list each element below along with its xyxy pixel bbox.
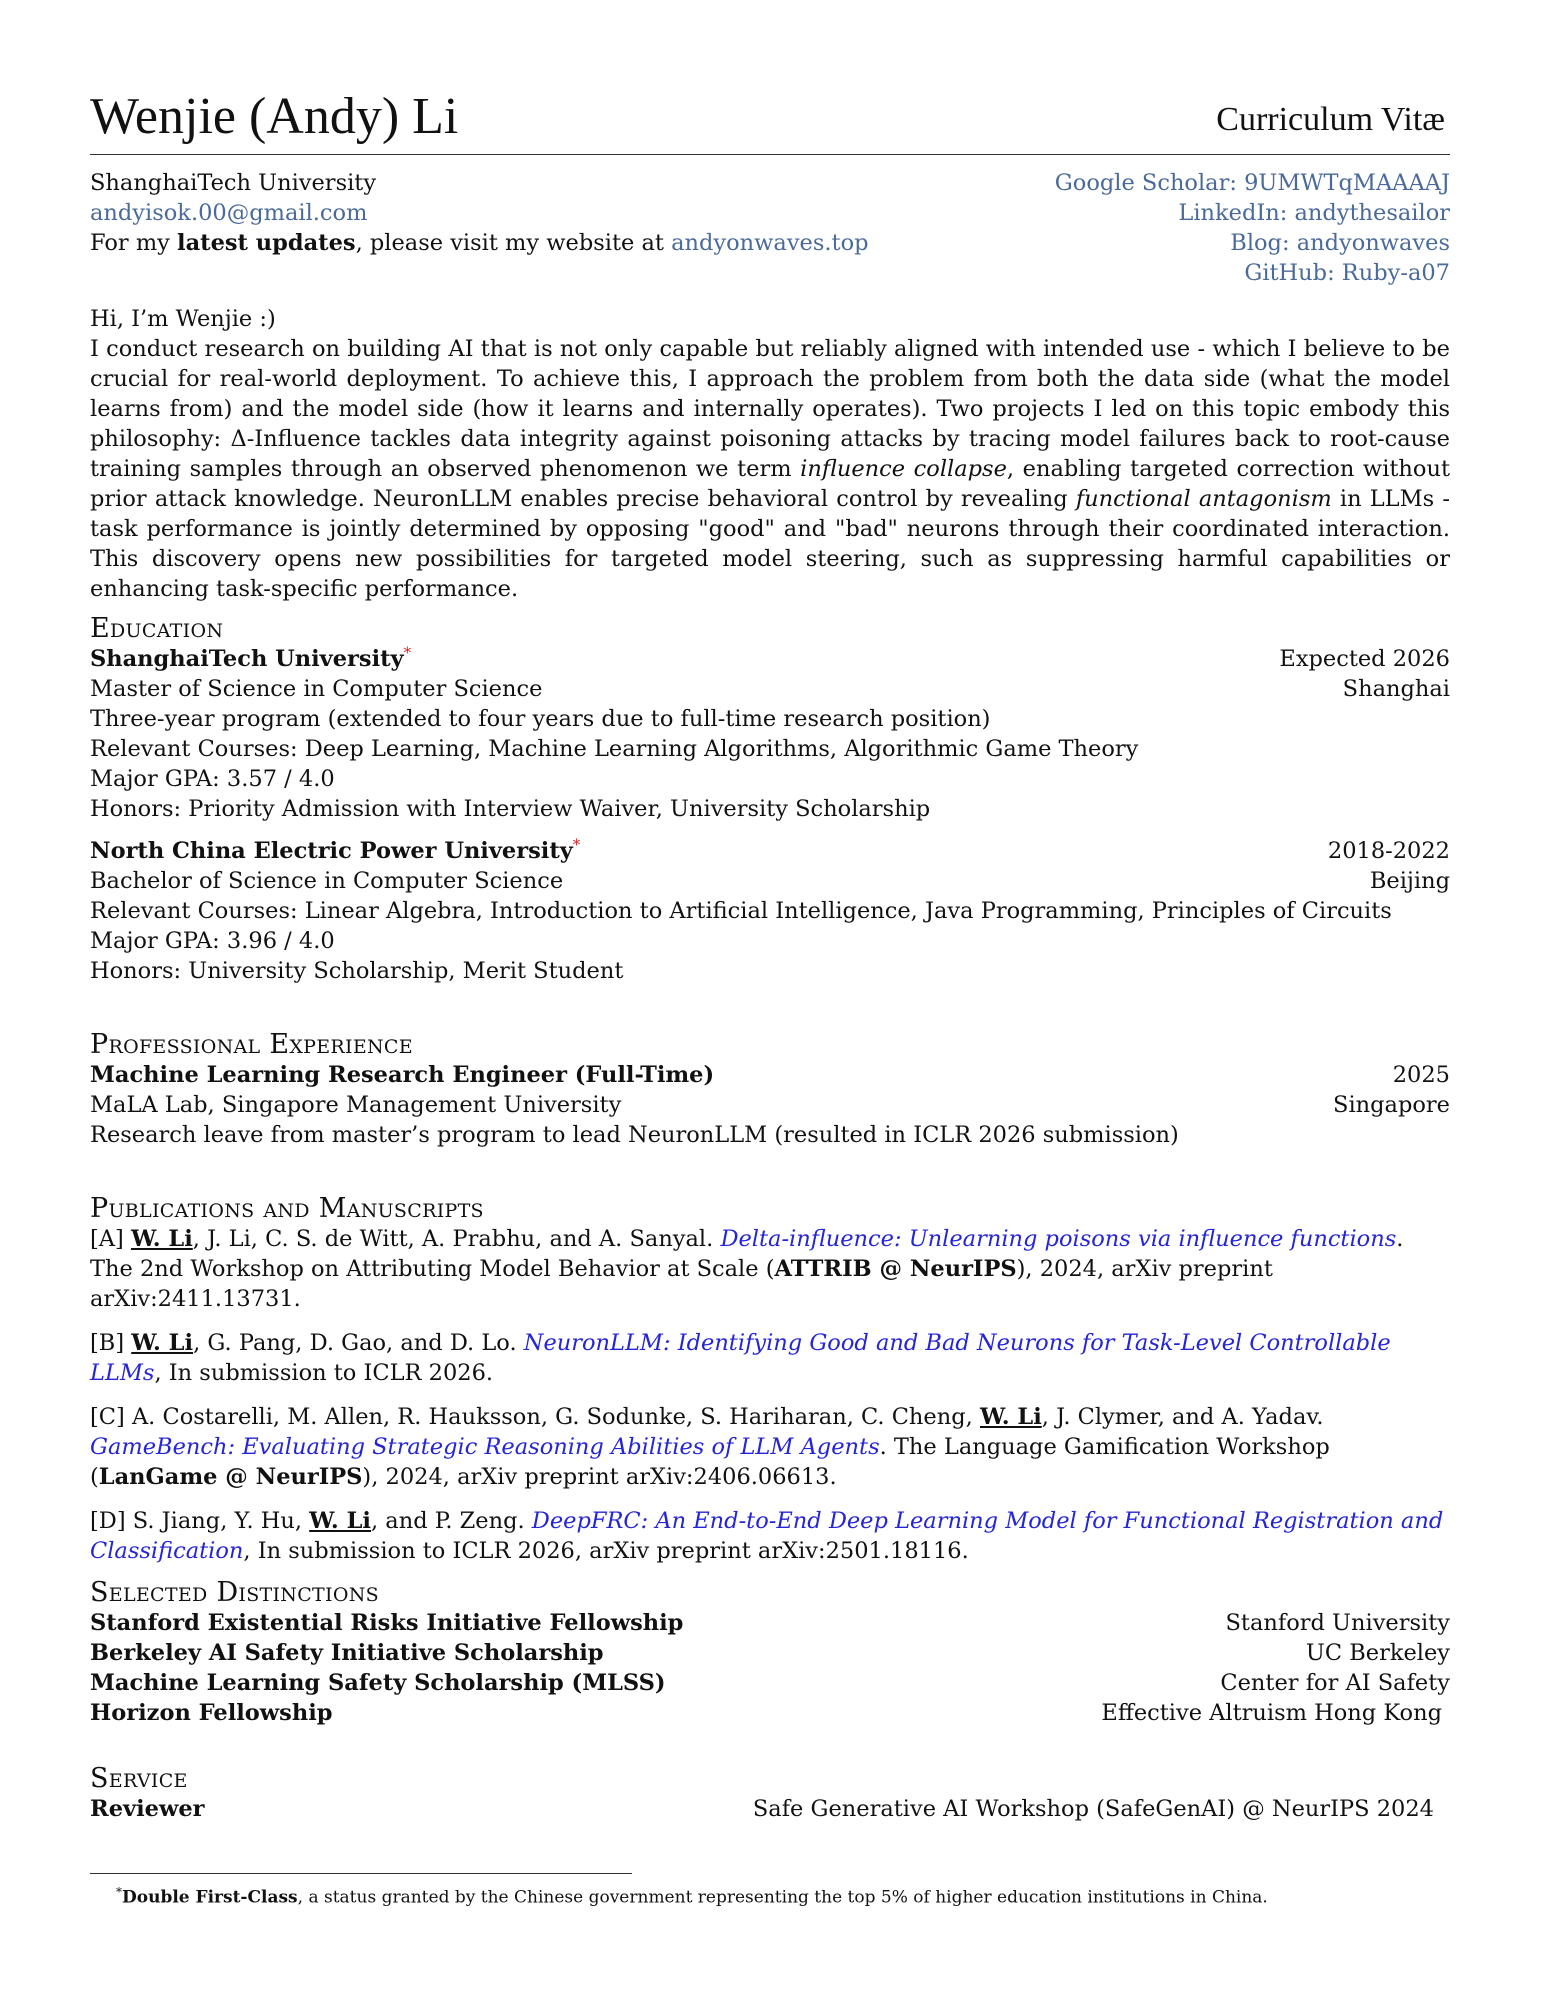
education-detail: Major GPA: 3.96 / 4.0 xyxy=(90,928,335,954)
job-location: Singapore xyxy=(1333,1092,1450,1118)
publications-section xyxy=(90,1194,1450,1580)
section-title-publications: Publications and Manuscripts xyxy=(90,1193,484,1224)
distinction-org: Center for AI Safety xyxy=(1220,1670,1450,1696)
footnote-star: * xyxy=(572,835,581,854)
statement-part-1: I conduct research on building AI that is not only capable but reliably aligned with intended use - which I believe to be crucial for real-world deployment. To achieve this, I approach the problem from both the data side (what the model learns from) and the model side (how it learns and internally operates). Two projects I led on this topic embody this philosophy: Δ-Influence tackles data integrity against poisoning attacks by tracing model failures back to root-cause training samples through an observed phenomenon we term xyxy=(90,336,1450,482)
section-title-education: Education xyxy=(90,613,224,644)
self-author: W. Li xyxy=(131,1330,194,1356)
distinction-org: Effective Altruism Hong Kong xyxy=(1101,1700,1442,1726)
website-mid: , please visit my website at xyxy=(355,230,672,256)
distinction-org: Stanford University xyxy=(1225,1610,1450,1636)
statement-part-2: , enabling targeted correction without prior attack knowledge. NeuronLLM enables precise behavioral control by revealing xyxy=(90,456,1450,512)
degree: Bachelor of Science in Computer Science xyxy=(90,868,564,894)
affiliation: ShanghaiTech University xyxy=(90,170,377,196)
job-title: Machine Learning Research Engineer (Full-Time) xyxy=(90,1062,715,1088)
website-link[interactable]: andyonwaves.top xyxy=(671,230,869,256)
degree: Master of Science in Computer Science xyxy=(90,676,543,702)
linkedin-link[interactable]: LinkedIn: andythesailor xyxy=(1178,200,1450,226)
header-divider xyxy=(90,154,1450,155)
service-venue: Safe Generative AI Workshop (SafeGenAI) @ NeurIPS 2024 xyxy=(752,1796,1434,1822)
blog-link[interactable]: Blog: andyonwaves xyxy=(1230,230,1450,256)
distinction-name: Machine Learning Safety Scholarship (MLSS) xyxy=(90,1670,666,1696)
footnote-star: * xyxy=(403,643,412,662)
job-description: Research leave from master’s program to lead NeuronLLM (resulted in ICLR 2026 submission) xyxy=(90,1122,1179,1148)
self-author: W. Li xyxy=(979,1404,1042,1430)
publication-c: [C] A. Costarelli, M. Allen, R. Hauksson, G. Sodunke, S. Hariharan, C. Cheng, W. Li, J. Clymer, and A. Yadav. GameBench: Evaluating Strategic Reasoning Abilities of LLM Agents. The Language Gamification Workshop (LanGame @ NeurIPS), 2024, arXiv preprint arXiv:2406.06613. xyxy=(90,1404,1330,1490)
influence-collapse-term: influence collapse xyxy=(800,456,1007,482)
employer: MaLA Lab, Singapore Management University xyxy=(90,1092,622,1118)
distinction-name: Horizon Fellowship xyxy=(90,1700,333,1726)
functional-antagonism-term: functional antagonism xyxy=(1075,486,1332,512)
experience-section xyxy=(90,1030,1450,1150)
footnote-text: , a status granted by the Chinese government representing the top 5% of higher education institutions in China. xyxy=(297,1887,1268,1908)
education-location: Shanghai xyxy=(1342,676,1450,702)
document-type: Curriculum Vitæ xyxy=(1216,101,1445,138)
education-detail: Three-year program (extended to four years due to full-time research position) xyxy=(90,706,991,732)
scholar-link[interactable]: Google Scholar: 9UMWTqMAAAAJ xyxy=(1054,170,1450,196)
self-author: W. Li xyxy=(130,1226,193,1252)
footnote-bold: Double First-Class xyxy=(122,1887,298,1908)
contact-left xyxy=(90,168,869,258)
education-date: 2018-2022 xyxy=(1327,838,1450,864)
publication-title-link[interactable]: DeepFRC: An End-to-End Deep Learning Model for Functional Registration and Classification xyxy=(90,1508,1444,1564)
footnote-divider xyxy=(90,1873,632,1874)
github-link[interactable]: GitHub: Ruby-a07 xyxy=(1244,260,1450,286)
publication-title-link[interactable]: Delta-influence: Unlearning poisons via influence functions xyxy=(720,1226,1397,1252)
website-prefix: For my xyxy=(90,230,178,256)
person-name: Wenjie (Andy) Li xyxy=(90,88,459,145)
section-title-service: Service xyxy=(90,1763,188,1794)
self-author: W. Li xyxy=(309,1508,371,1534)
education-detail: Honors: Priority Admission with Interview Waiver, University Scholarship xyxy=(90,796,931,822)
website-line xyxy=(90,228,869,258)
education-section xyxy=(90,614,1450,986)
education-detail: Major GPA: 3.57 / 4.0 xyxy=(90,766,335,792)
distinction-org: UC Berkeley xyxy=(1305,1640,1450,1666)
intro-section xyxy=(90,304,1450,604)
distinction-name: Berkeley AI Safety Initiative Scholarship xyxy=(90,1640,604,1666)
section-title-distinctions: Selected Distinctions xyxy=(90,1577,379,1608)
greeting: Hi, I’m Wenjie :) xyxy=(90,306,276,332)
latest-updates-text: latest updates xyxy=(177,230,356,256)
email-link[interactable]: andyisok.00@gmail.com xyxy=(90,200,368,226)
service-role: Reviewer xyxy=(90,1796,205,1822)
school-name: ShanghaiTech University xyxy=(90,646,404,672)
job-date: 2025 xyxy=(1392,1062,1450,1088)
education-detail: Relevant Courses: Deep Learning, Machine Learning Algorithms, Algorithmic Game Theory xyxy=(90,736,1139,762)
research-statement xyxy=(90,334,1450,604)
publication-b: [B] W. Li, G. Pang, D. Gao, and D. Lo. NeuronLLM: Identifying Good and Bad Neurons for Task-Level Controllable LLMs, In submission to ICLR 2026. xyxy=(90,1330,1391,1386)
publication-a: [A] W. Li, J. Li, C. S. de Witt, A. Prabhu, and A. Sanyal. Delta-influence: Unlearning poisons via influence functions. The 2nd Workshop on Attributing Model Behavior at Scale (ATTRIB @ NeurIPS), 2024, arXiv preprint arXiv:2411.13731. xyxy=(90,1226,1404,1312)
service-section xyxy=(90,1764,1450,1824)
footnote xyxy=(116,1880,1268,1910)
distinction-name: Stanford Existential Risks Initiative Fellowship xyxy=(90,1610,684,1636)
contact-right xyxy=(1055,168,1450,288)
publication-d: [D] S. Jiang, Y. Hu, W. Li, and P. Zeng. DeepFRC: An End-to-End Deep Learning Model for Functional Registration and Classification, In submission to ICLR 2026, arXiv preprint arXiv:2501.18116. xyxy=(90,1508,1444,1564)
education-date: Expected 2026 xyxy=(1279,646,1450,672)
distinctions-section xyxy=(90,1578,1450,1728)
school-name: North China Electric Power University xyxy=(90,838,573,864)
section-title-experience: Professional Experience xyxy=(90,1029,413,1060)
header xyxy=(90,86,1450,156)
statement-part-3: in LLMs - task performance is jointly determined by opposing "good" and "bad" neurons through their coordinated interaction. This discovery opens new possibilities for targeted model steering, such as suppressing harmful capabilities or enhancing task-specific performance. xyxy=(90,486,1450,602)
education-detail: Honors: University Scholarship, Merit Student xyxy=(90,958,624,984)
publication-title-link[interactable]: NeuronLLM: Identifying Good and Bad Neurons for Task-Level Controllable LLMs xyxy=(90,1330,1391,1386)
education-location: Beijing xyxy=(1369,868,1450,894)
footnote-mark: * xyxy=(116,1885,122,1899)
education-detail: Relevant Courses: Linear Algebra, Introduction to Artificial Intelligence, Java Programming, Principles of Circuits xyxy=(90,898,1392,924)
publication-title-link[interactable]: GameBench: Evaluating Strategic Reasoning Abilities of LLM Agents xyxy=(90,1434,880,1460)
